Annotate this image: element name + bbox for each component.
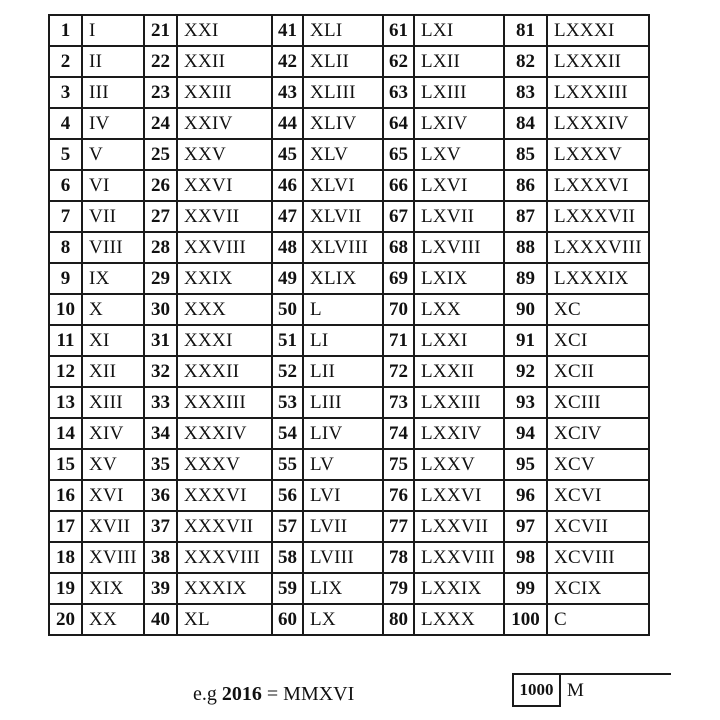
arabic-number-cell: 75 (383, 449, 414, 480)
roman-numeral-cell: LXXXVI (547, 170, 649, 201)
roman-numeral-cell: VIII (82, 232, 144, 263)
roman-numeral-cell: XXXIII (177, 387, 272, 418)
roman-numeral-cell: LXX (414, 294, 504, 325)
table-row (49, 46, 649, 77)
arabic-number-cell: 90 (504, 294, 547, 325)
roman-numeral-cell: LXXVI (414, 480, 504, 511)
roman-numeral-cell: XXXVIII (177, 542, 272, 573)
arabic-number-cell: 19 (49, 573, 82, 604)
roman-numeral-cell: XLIII (303, 77, 383, 108)
arabic-number-cell: 69 (383, 263, 414, 294)
arabic-number-cell: 67 (383, 201, 414, 232)
roman-numeral-cell: XXXV (177, 449, 272, 480)
arabic-number-cell: 79 (383, 573, 414, 604)
arabic-number-cell: 50 (272, 294, 303, 325)
table-row (49, 170, 649, 201)
arabic-number-cell: 98 (504, 542, 547, 573)
roman-numeral-cell: XXVIII (177, 232, 272, 263)
arabic-number-cell: 10 (49, 294, 82, 325)
arabic-number-cell: 34 (144, 418, 177, 449)
arabic-number-cell: 83 (504, 77, 547, 108)
table-row (49, 542, 649, 573)
roman-numeral-cell: LXXIV (414, 418, 504, 449)
arabic-number-cell: 55 (272, 449, 303, 480)
arabic-number-cell: 40 (144, 604, 177, 635)
roman-numeral-cell: XXXIV (177, 418, 272, 449)
roman-numeral-cell: LV (303, 449, 383, 480)
roman-numeral-cell: LVII (303, 511, 383, 542)
roman-numeral-cell: I (82, 15, 144, 46)
arabic-number-cell: 68 (383, 232, 414, 263)
roman-numeral-cell: IX (82, 263, 144, 294)
arabic-number-cell: 33 (144, 387, 177, 418)
roman-numeral-cell: XLI (303, 15, 383, 46)
arabic-number-cell: 82 (504, 46, 547, 77)
roman-numeral-cell: XV (82, 449, 144, 480)
arabic-number-cell: 96 (504, 480, 547, 511)
roman-numeral-cell: LXXX (414, 604, 504, 635)
thousand-row (512, 673, 671, 707)
arabic-number-cell: 2 (49, 46, 82, 77)
roman-numeral-cell: LXXXII (547, 46, 649, 77)
table-row (49, 139, 649, 170)
roman-numeral-cell: LXXVIII (414, 542, 504, 573)
roman-numeral-cell: V (82, 139, 144, 170)
arabic-number-cell: 85 (504, 139, 547, 170)
arabic-number-cell: 25 (144, 139, 177, 170)
roman-numeral-cell: LXIV (414, 108, 504, 139)
table-row (49, 325, 649, 356)
arabic-number-cell: 13 (49, 387, 82, 418)
arabic-number-cell: 8 (49, 232, 82, 263)
arabic-number-cell: 78 (383, 542, 414, 573)
roman-numeral-cell: LXXII (414, 356, 504, 387)
roman-numeral-cell: LVI (303, 480, 383, 511)
roman-numeral-cell: L (303, 294, 383, 325)
roman-numeral-cell: XC (547, 294, 649, 325)
arabic-number-cell: 58 (272, 542, 303, 573)
roman-numeral-cell: LXVI (414, 170, 504, 201)
roman-numeral-cell: M (560, 674, 671, 706)
arabic-number-cell: 100 (504, 604, 547, 635)
arabic-number-cell: 66 (383, 170, 414, 201)
roman-numeral-cell: XLVIII (303, 232, 383, 263)
roman-numeral-cell: XVI (82, 480, 144, 511)
example-year: 2016 (221, 683, 262, 705)
table-row (49, 604, 649, 635)
roman-numeral-cell: XXXII (177, 356, 272, 387)
arabic-number-cell: 89 (504, 263, 547, 294)
roman-numeral-cell: LXII (414, 46, 504, 77)
roman-numeral-cell: XCVII (547, 511, 649, 542)
table-row (513, 674, 671, 706)
arabic-number-cell: 93 (504, 387, 547, 418)
arabic-number-cell: 70 (383, 294, 414, 325)
arabic-number-cell: 47 (272, 201, 303, 232)
arabic-number-cell: 97 (504, 511, 547, 542)
roman-numeral-cell: XCIV (547, 418, 649, 449)
table-row (49, 77, 649, 108)
roman-numeral-cell: XXV (177, 139, 272, 170)
roman-numeral-cell: LXXIX (414, 573, 504, 604)
arabic-number-cell: 57 (272, 511, 303, 542)
roman-numeral-cell: XIII (82, 387, 144, 418)
roman-numeral-cell: LXXI (414, 325, 504, 356)
roman-numeral-cell: XCVI (547, 480, 649, 511)
roman-numeral-cell: LXV (414, 139, 504, 170)
arabic-number-cell: 62 (383, 46, 414, 77)
arabic-number-cell: 41 (272, 15, 303, 46)
arabic-number-cell: 71 (383, 325, 414, 356)
roman-numeral-cell: XXIV (177, 108, 272, 139)
roman-numeral-cell: XXVI (177, 170, 272, 201)
roman-numeral-cell: XCI (547, 325, 649, 356)
roman-numeral-cell: LXXXIV (547, 108, 649, 139)
roman-numeral-cell: III (82, 77, 144, 108)
arabic-number-cell: 46 (272, 170, 303, 201)
arabic-number-cell: 4 (49, 108, 82, 139)
arabic-number-cell: 18 (49, 542, 82, 573)
roman-numeral-cell: XXVII (177, 201, 272, 232)
arabic-number-cell: 73 (383, 387, 414, 418)
arabic-number-cell: 60 (272, 604, 303, 635)
arabic-number-cell: 48 (272, 232, 303, 263)
arabic-number-cell: 17 (49, 511, 82, 542)
arabic-number-cell: 49 (272, 263, 303, 294)
arabic-number-cell: 77 (383, 511, 414, 542)
roman-numeral-cell: XLIV (303, 108, 383, 139)
roman-numeral-cell: XX (82, 604, 144, 635)
roman-numeral-cell: XVII (82, 511, 144, 542)
table-row (49, 232, 649, 263)
roman-numeral-cell: XL (177, 604, 272, 635)
table-row (49, 108, 649, 139)
roman-numeral-cell: LVIII (303, 542, 383, 573)
arabic-number-cell: 59 (272, 573, 303, 604)
roman-numeral-cell: LII (303, 356, 383, 387)
arabic-number-cell: 7 (49, 201, 82, 232)
arabic-number-cell: 32 (144, 356, 177, 387)
example-prefix: e.g (193, 683, 222, 705)
arabic-number-cell: 51 (272, 325, 303, 356)
table-row (49, 573, 649, 604)
table-row (49, 480, 649, 511)
roman-numeral-table (48, 14, 650, 636)
roman-numeral-cell: XXIX (177, 263, 272, 294)
arabic-number-cell: 5 (49, 139, 82, 170)
arabic-number-cell: 14 (49, 418, 82, 449)
arabic-number-cell: 20 (49, 604, 82, 635)
table-row (49, 387, 649, 418)
roman-numeral-cell: LXXXV (547, 139, 649, 170)
arabic-number-cell: 38 (144, 542, 177, 573)
roman-numeral-cell: LXXXIII (547, 77, 649, 108)
roman-numeral-cell: LXXV (414, 449, 504, 480)
table-body (49, 15, 649, 635)
roman-numeral-cell: XXXI (177, 325, 272, 356)
arabic-number-cell: 76 (383, 480, 414, 511)
roman-numeral-cell: VII (82, 201, 144, 232)
arabic-number-cell: 91 (504, 325, 547, 356)
arabic-number-cell: 29 (144, 263, 177, 294)
roman-numeral-cell: XXX (177, 294, 272, 325)
arabic-number-cell: 26 (144, 170, 177, 201)
arabic-number-cell: 52 (272, 356, 303, 387)
roman-numeral-cell: XXII (177, 46, 272, 77)
arabic-number-cell: 35 (144, 449, 177, 480)
arabic-number-cell: 84 (504, 108, 547, 139)
roman-numeral-cell: LXXXI (547, 15, 649, 46)
table-row (49, 418, 649, 449)
roman-numeral-cell: LXI (414, 15, 504, 46)
roman-numeral-cell: XXXVI (177, 480, 272, 511)
arabic-number-cell: 42 (272, 46, 303, 77)
roman-numeral-cell: II (82, 46, 144, 77)
arabic-number-cell: 27 (144, 201, 177, 232)
roman-numeral-cell: LXXXVII (547, 201, 649, 232)
roman-numeral-cell: XXI (177, 15, 272, 46)
arabic-number-cell: 9 (49, 263, 82, 294)
roman-numeral-cell: LI (303, 325, 383, 356)
roman-numeral-cell: LXXXVIII (547, 232, 649, 263)
roman-numeral-cell: LXXXIX (547, 263, 649, 294)
roman-numeral-cell: LXVIII (414, 232, 504, 263)
arabic-number-cell: 45 (272, 139, 303, 170)
arabic-number-cell: 61 (383, 15, 414, 46)
roman-numeral-cell: XII (82, 356, 144, 387)
roman-numeral-cell: XXIII (177, 77, 272, 108)
arabic-number-cell: 28 (144, 232, 177, 263)
roman-numeral-cell: XI (82, 325, 144, 356)
roman-numeral-cell: XLVII (303, 201, 383, 232)
example-equals: = (261, 683, 284, 705)
table-row (49, 201, 649, 232)
arabic-number-cell: 15 (49, 449, 82, 480)
roman-numeral-cell: X (82, 294, 144, 325)
arabic-number-cell: 16 (49, 480, 82, 511)
arabic-number-cell: 36 (144, 480, 177, 511)
arabic-number-cell: 72 (383, 356, 414, 387)
roman-numeral-cell: LXIII (414, 77, 504, 108)
roman-numeral-cell: XXXVII (177, 511, 272, 542)
roman-numeral-cell: IV (82, 108, 144, 139)
arabic-number-cell: 44 (272, 108, 303, 139)
arabic-number-cell: 11 (49, 325, 82, 356)
arabic-number-cell: 99 (504, 573, 547, 604)
arabic-number-cell: 92 (504, 356, 547, 387)
roman-numeral-cell: LXVII (414, 201, 504, 232)
arabic-number-cell: 74 (383, 418, 414, 449)
roman-numeral-cell: XLIX (303, 263, 383, 294)
roman-numeral-cell: XCII (547, 356, 649, 387)
arabic-number-cell: 53 (272, 387, 303, 418)
roman-numeral-cell: XVIII (82, 542, 144, 573)
roman-numeral-cell: VI (82, 170, 144, 201)
roman-numeral-cell: LXXIII (414, 387, 504, 418)
roman-numeral-cell: LIII (303, 387, 383, 418)
roman-numeral-cell: XIX (82, 573, 144, 604)
roman-numeral-cell: LX (303, 604, 383, 635)
arabic-number-cell: 1 (49, 15, 82, 46)
arabic-number-cell: 64 (383, 108, 414, 139)
example-line (193, 680, 354, 708)
arabic-number-cell: 88 (504, 232, 547, 263)
arabic-number-cell: 22 (144, 46, 177, 77)
roman-numeral-cell: LIV (303, 418, 383, 449)
arabic-number-cell: 12 (49, 356, 82, 387)
table-row (49, 294, 649, 325)
arabic-number-cell: 81 (504, 15, 547, 46)
roman-numeral-cell: XCIX (547, 573, 649, 604)
arabic-number-cell: 24 (144, 108, 177, 139)
table-row (49, 356, 649, 387)
arabic-number-cell: 87 (504, 201, 547, 232)
arabic-number-cell: 39 (144, 573, 177, 604)
table-row (49, 511, 649, 542)
roman-numeral-cell: LXXVII (414, 511, 504, 542)
arabic-number-cell: 86 (504, 170, 547, 201)
arabic-number-cell: 1000 (513, 674, 560, 706)
roman-numeral-cell: C (547, 604, 649, 635)
arabic-number-cell: 43 (272, 77, 303, 108)
roman-numeral-cell: XIV (82, 418, 144, 449)
arabic-number-cell: 54 (272, 418, 303, 449)
arabic-number-cell: 94 (504, 418, 547, 449)
roman-numeral-cell: XLV (303, 139, 383, 170)
roman-numeral-cell: XCIII (547, 387, 649, 418)
roman-numeral-cell: XCV (547, 449, 649, 480)
roman-numeral-cell: LXIX (414, 263, 504, 294)
arabic-number-cell: 95 (504, 449, 547, 480)
arabic-number-cell: 30 (144, 294, 177, 325)
arabic-number-cell: 63 (383, 77, 414, 108)
arabic-number-cell: 3 (49, 77, 82, 108)
arabic-number-cell: 6 (49, 170, 82, 201)
roman-numeral-cell: XXXIX (177, 573, 272, 604)
roman-numeral-cell: LIX (303, 573, 383, 604)
arabic-number-cell: 65 (383, 139, 414, 170)
arabic-number-cell: 31 (144, 325, 177, 356)
arabic-number-cell: 23 (144, 77, 177, 108)
roman-numeral-cell: XCVIII (547, 542, 649, 573)
arabic-number-cell: 56 (272, 480, 303, 511)
roman-numeral-cell: XLII (303, 46, 383, 77)
table-row (49, 15, 649, 46)
roman-numeral-cell: XLVI (303, 170, 383, 201)
arabic-number-cell: 80 (383, 604, 414, 635)
arabic-number-cell: 37 (144, 511, 177, 542)
example-roman: MMXVI (283, 683, 355, 705)
arabic-number-cell: 21 (144, 15, 177, 46)
table-row (49, 449, 649, 480)
table-row (49, 263, 649, 294)
